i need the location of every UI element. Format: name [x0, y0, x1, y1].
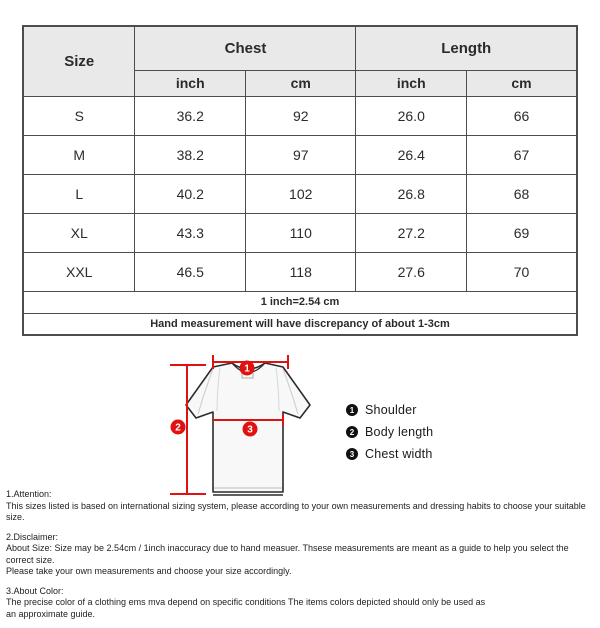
length-cm: 69 [466, 213, 577, 252]
size-label: L [23, 174, 135, 213]
length-cm: 66 [466, 96, 577, 135]
note-hand-measurement: Hand measurement will have discrepancy of about 1-3cm [23, 313, 577, 335]
size-chart-table [22, 25, 578, 336]
footnote-text: The precise color of a clothing ems mva depend on specific conditions The items colors depicted should only be used as [6, 597, 486, 607]
footnote-text: Please take your own measurements and choose your size accordingly. [6, 566, 292, 576]
legend-marker-1: 1 [346, 404, 358, 416]
chest-inch: 43.3 [135, 213, 246, 252]
footnote-text: an approximate guide. [6, 608, 96, 619]
legend-item-chest-width [346, 443, 433, 465]
footnote-title: 2.Disclaimer: [6, 531, 59, 542]
chest-cm: 97 [245, 135, 356, 174]
legend-item-body-length [346, 421, 433, 443]
table-row-m [23, 135, 577, 174]
footnote-disclaimer [6, 532, 596, 578]
legend-marker-2: 2 [346, 426, 358, 438]
footnote-attention [6, 489, 596, 524]
chest-inch: 38.2 [135, 135, 246, 174]
size-label: XXL [23, 252, 135, 291]
size-label: XL [23, 213, 135, 252]
legend-label: Chest width [365, 447, 433, 461]
chest-cm: 110 [245, 213, 356, 252]
footnote-title: 1.Attention: [6, 489, 52, 499]
footnote-text: About Size: Size may be 2.54cm / 1inch inaccuracy due to hand measuer. Thsese measurements are meant as a guide to help you select the correct size. [6, 543, 569, 565]
tshirt-measurement-diagram [160, 348, 330, 500]
legend-label: Shoulder [365, 403, 417, 417]
chest-cm: 102 [245, 174, 356, 213]
column-header-size: Size [23, 26, 135, 96]
column-header-length: Length [356, 26, 577, 70]
length-inch: 26.0 [356, 96, 467, 135]
chest-inch: 36.2 [135, 96, 246, 135]
svg-text:2: 2 [175, 422, 181, 434]
unit-header-chest-cm: cm [245, 70, 356, 96]
length-inch: 26.4 [356, 135, 467, 174]
table-row-l [23, 174, 577, 213]
marker-2-body-length [171, 420, 186, 435]
size-label: M [23, 135, 135, 174]
column-header-chest: Chest [135, 26, 356, 70]
unit-header-length-cm: cm [466, 70, 577, 96]
legend-label: Body length [365, 425, 434, 439]
svg-text:3: 3 [247, 424, 253, 436]
marker-1-shoulder [240, 361, 255, 376]
length-cm: 67 [466, 135, 577, 174]
footnote-text: This sizes listed is based on international sizing system, please according to your own measurements and dressing habits to choose your suitable size. [6, 500, 586, 522]
legend-marker-3: 3 [346, 448, 358, 460]
length-cm: 68 [466, 174, 577, 213]
length-inch: 27.6 [356, 252, 467, 291]
chest-inch: 40.2 [135, 174, 246, 213]
length-cm: 70 [466, 252, 577, 291]
table-row-s [23, 96, 577, 135]
legend-item-shoulder [346, 399, 433, 421]
table-row-xxl [23, 252, 577, 291]
footnote-about-color [6, 586, 596, 621]
note-inch-conversion: 1 inch=2.54 cm [23, 291, 577, 313]
unit-header-chest-inch: inch [135, 70, 246, 96]
unit-header-length-inch: inch [356, 70, 467, 96]
chest-cm: 92 [245, 96, 356, 135]
svg-text:1: 1 [244, 363, 250, 375]
chest-inch: 46.5 [135, 252, 246, 291]
table-row-xl [23, 213, 577, 252]
length-inch: 27.2 [356, 213, 467, 252]
footnote-title: 3.About Color: [6, 585, 64, 596]
size-label: S [23, 96, 135, 135]
footnotes-section [6, 489, 596, 628]
measurement-legend [346, 399, 433, 465]
length-inch: 26.8 [356, 174, 467, 213]
marker-3-chest-width [243, 422, 258, 437]
chest-cm: 118 [245, 252, 356, 291]
